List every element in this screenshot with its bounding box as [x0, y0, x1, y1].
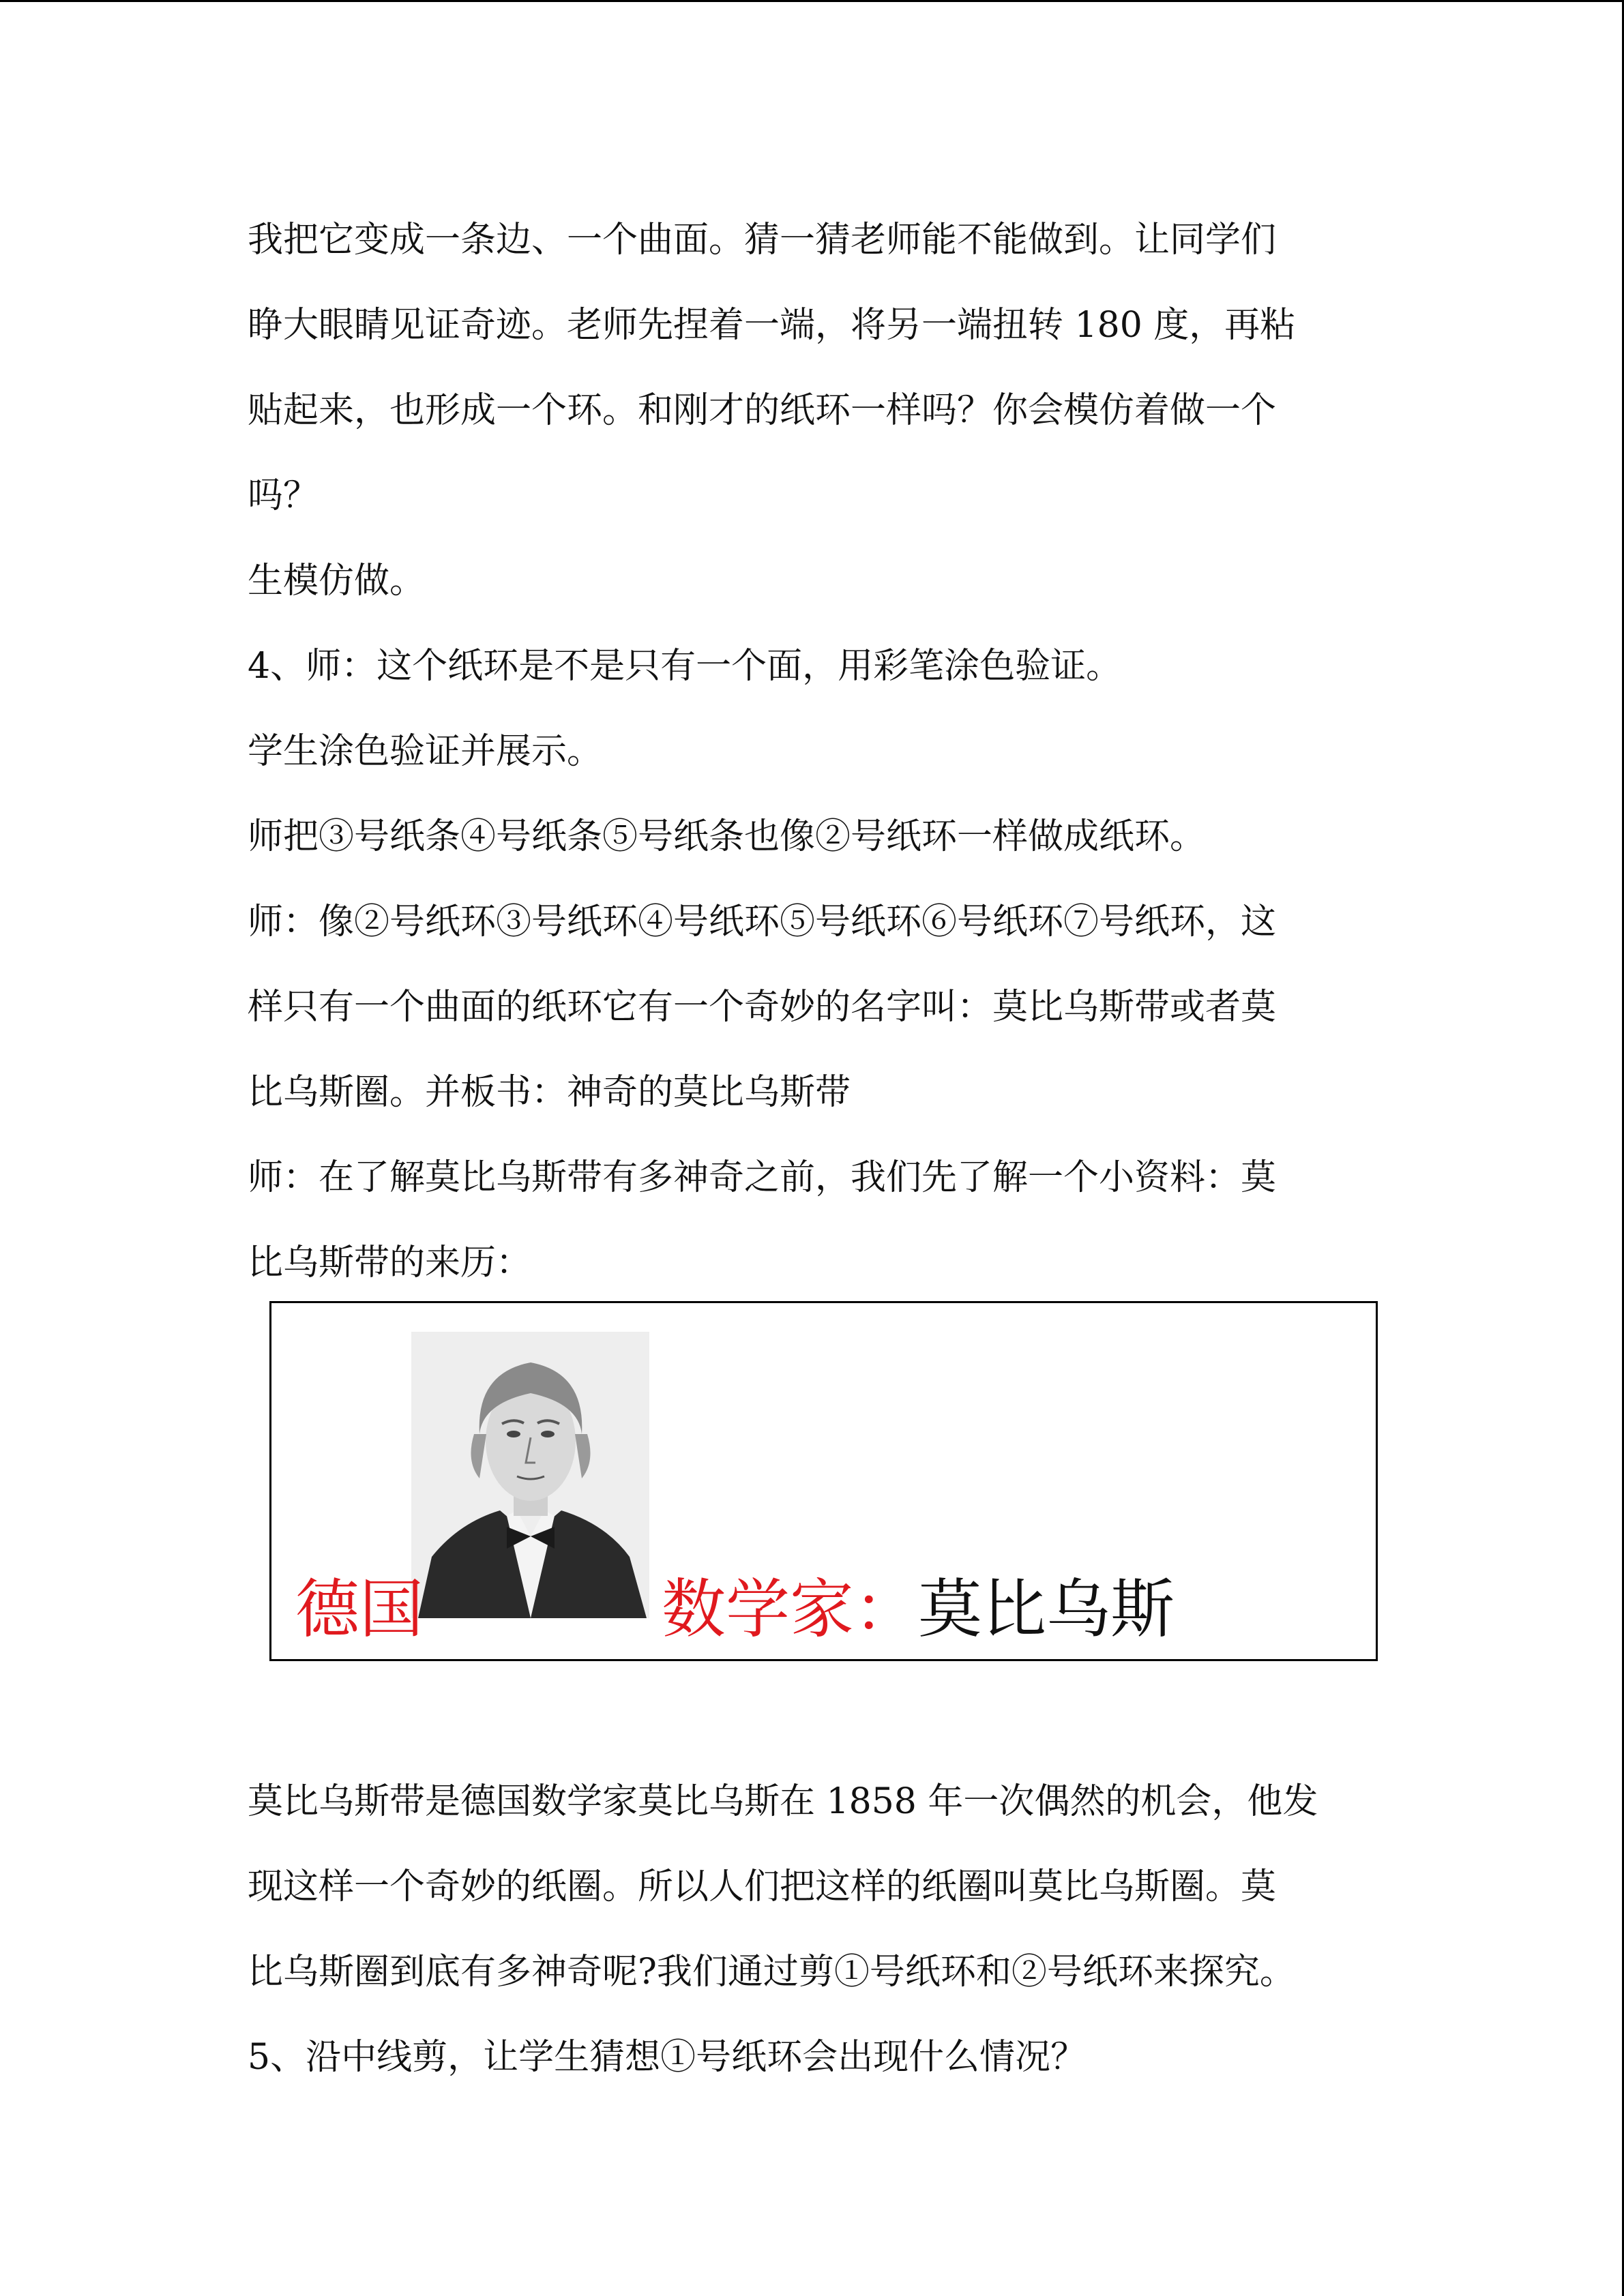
paragraph-line: 师：像②号纸环③号纸环④号纸环⑤号纸环⑥号纸环⑦号纸环，这 — [248, 901, 1277, 942]
caption-title: 数学家： — [662, 1572, 919, 1647]
caption-name: 莫比乌斯 — [918, 1572, 1175, 1647]
paragraph-line: 样只有一个曲面的纸环它有一个奇妙的名字叫：莫比乌斯带或者莫 — [248, 987, 1277, 1028]
figure-caption — [295, 1572, 1175, 1648]
paragraph-line: 吗？ — [248, 475, 319, 516]
body-text-top — [248, 198, 1383, 1306]
paragraph-line: 比乌斯圈到底有多神奇呢?我们通过剪①号纸环和②号纸环来探究。 — [248, 1952, 1295, 1993]
paragraph-line: 我把它变成一条边、一个曲面。猜一猜老师能不能做到。让同学们 — [248, 220, 1277, 260]
body-text-bottom — [248, 1759, 1383, 2100]
paragraph-line: 学生涂色验证并展示。 — [248, 731, 603, 772]
paragraph-line: 5、沿中线剪，让学生猜想①号纸环会出现什么情况？ — [248, 2037, 1087, 2078]
page-top-rule — [0, 0, 1624, 2]
paragraph-line: 生模仿做。 — [248, 561, 426, 601]
paragraph-line: 睁大眼睛见证奇迹。老师先捏着一端，将另一端扭转 180 度，再粘 — [248, 305, 1296, 346]
caption-country: 德国 — [295, 1572, 424, 1647]
mobius-figure-box — [269, 1301, 1378, 1661]
paragraph-line: 贴起来，也形成一个环。和刚才的纸环一样吗？你会模仿着做一个 — [248, 390, 1277, 431]
paragraph-line: 比乌斯圈。并板书：神奇的莫比乌斯带 — [248, 1072, 851, 1113]
paragraph-line: 莫比乌斯带是德国数学家莫比乌斯在 1858 年一次偶然的机会，他发 — [248, 1781, 1318, 1822]
paragraph-line: 师把③号纸条④号纸条⑤号纸条也像②号纸环一样做成纸环。 — [248, 816, 1206, 857]
paragraph-line: 4、师：这个纸环是不是只有一个面，用彩笔涂色验证。 — [248, 646, 1122, 687]
paragraph-line: 比乌斯带的来历： — [248, 1242, 532, 1283]
paragraph-line: 师：在了解莫比乌斯带有多神奇之前，我们先了解一个小资料：莫 — [248, 1157, 1277, 1198]
paragraph-line: 现这样一个奇妙的纸圈。所以人们把这样的纸圈叫莫比乌斯圈。莫 — [248, 1866, 1277, 1907]
